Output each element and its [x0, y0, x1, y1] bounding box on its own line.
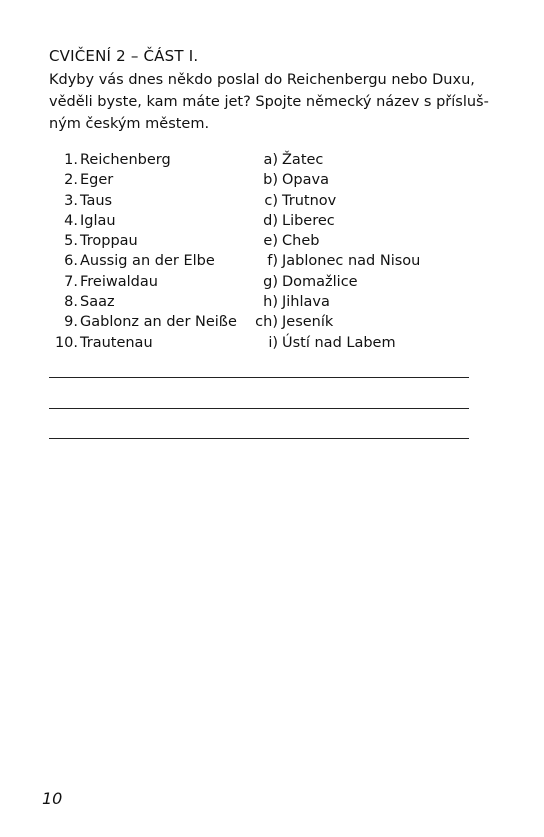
option-letter: d) [263, 212, 278, 229]
german-name: Freiwaldau [80, 273, 158, 290]
czech-name: Domažlice [282, 273, 358, 290]
matching-row [0, 333, 544, 353]
option-letter: b) [263, 172, 278, 189]
option-letter: g) [263, 273, 278, 290]
option-letter: a) [263, 152, 278, 168]
matching-row [0, 170, 544, 190]
matching-list [0, 150, 544, 353]
item-number: 8. [64, 294, 78, 311]
option-letter: f) [267, 253, 278, 270]
czech-name: Jihlava [282, 294, 330, 311]
option-letter: ch) [255, 314, 278, 331]
czech-name: Liberec [282, 212, 335, 229]
exercise-title: CVIČENÍ 2 – ČÁST I. [49, 47, 199, 65]
option-letter: e) [263, 233, 278, 250]
german-name: Troppau [80, 233, 138, 250]
german-name: Gablonz an der Neiße [80, 314, 237, 331]
czech-name: Cheb [282, 233, 320, 250]
german-name: Saaz [80, 294, 115, 311]
item-number: 10. [54, 334, 78, 351]
item-number: 1. [64, 152, 78, 168]
instruction-line: ným českým městem. [49, 116, 210, 132]
answer-line[interactable] [49, 377, 469, 378]
german-name: Taus [80, 192, 113, 209]
page-number: 10 [42, 789, 63, 808]
item-number: 2. [64, 172, 78, 189]
option-letter: h) [263, 294, 278, 311]
item-number: 7. [64, 273, 78, 290]
matching-row [0, 150, 544, 170]
matching-row [0, 191, 544, 211]
matching-row [0, 272, 544, 292]
german-name: Trautenau [80, 334, 153, 351]
czech-name: Ústí nad Labem [282, 334, 396, 351]
answer-line[interactable] [49, 408, 469, 409]
instruction-line: Kdyby vás dnes někdo poslal do Reichenbergu nebo Duxu, [49, 72, 475, 88]
czech-name: Jeseník [282, 314, 334, 331]
answer-line[interactable] [49, 438, 469, 439]
german-name: Reichenberg [80, 152, 171, 168]
item-number: 4. [64, 212, 78, 229]
option-letter: i) [268, 334, 278, 351]
option-letter: c) [264, 192, 278, 209]
german-name: Aussig an der Elbe [80, 253, 215, 270]
czech-name: Žatec [282, 152, 324, 168]
instruction-line: věděli byste, kam máte jet? Spojte německý název s přísluš- [49, 94, 489, 110]
matching-row [0, 231, 544, 251]
matching-row [0, 211, 544, 231]
czech-name: Jablonec nad Nisou [282, 253, 421, 270]
german-name: Eger [80, 172, 114, 189]
item-number: 5. [64, 233, 78, 250]
czech-name: Trutnov [282, 192, 337, 209]
czech-name: Opava [282, 172, 329, 189]
item-number: 9. [64, 314, 78, 331]
item-number: 6. [64, 253, 78, 270]
matching-row [0, 251, 544, 271]
matching-row [0, 292, 544, 312]
item-number: 3. [64, 192, 78, 209]
exercise-instructions [49, 69, 489, 135]
german-name: Iglau [80, 212, 116, 229]
matching-row [0, 312, 544, 332]
